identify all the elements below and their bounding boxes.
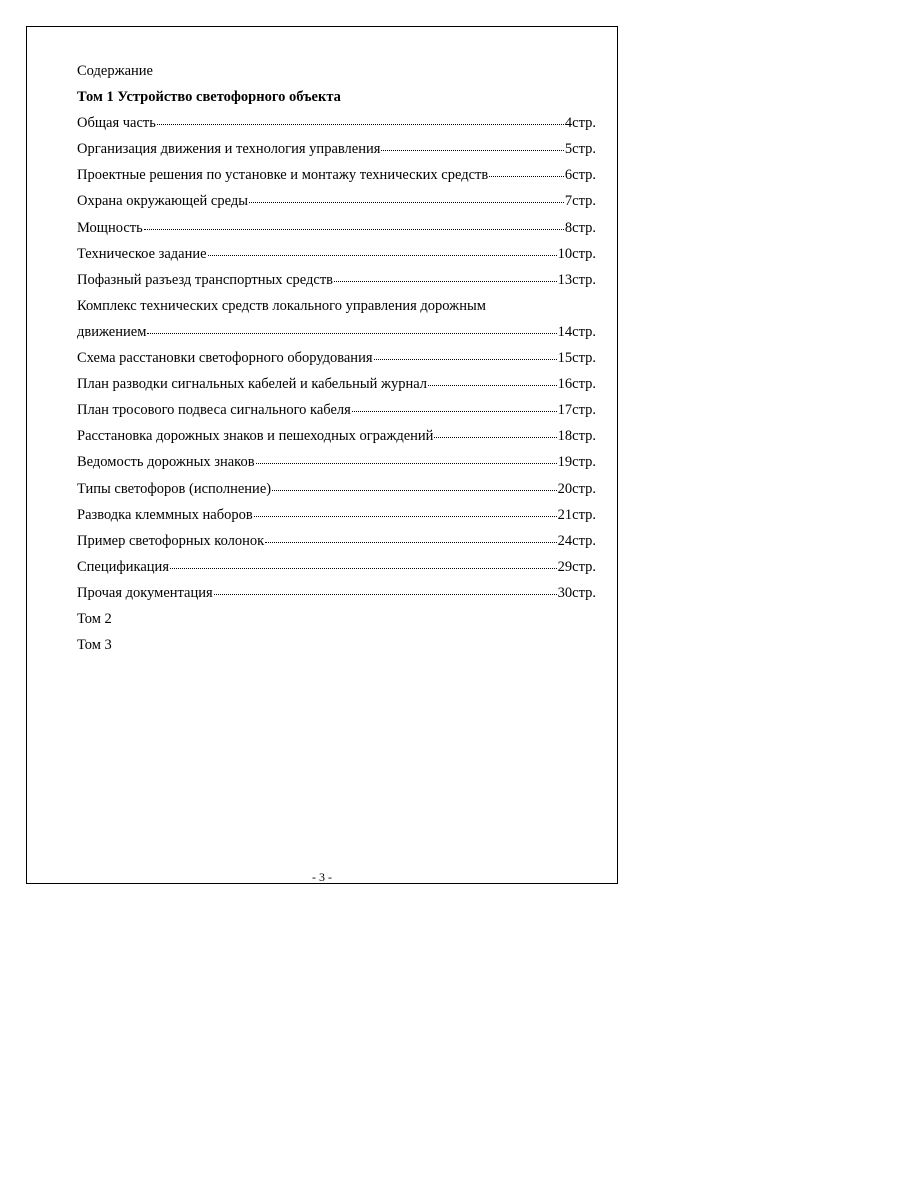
dot-leader <box>170 568 557 569</box>
toc-entry-power <box>77 215 596 241</box>
page-number: - 3 - <box>312 870 332 884</box>
toc-entry-title: Типы светофоров (исполнение) <box>77 480 272 497</box>
dot-leader <box>265 542 556 543</box>
dot-leader <box>352 411 557 412</box>
toc-entry-cable-plan <box>77 371 596 397</box>
dot-leader <box>157 124 564 125</box>
toc-entry-page: 5стр. <box>564 141 596 158</box>
dot-leader <box>334 281 557 282</box>
toc-entry-title: Пофазный разъезд транспортных средств <box>77 271 334 288</box>
toc-entry-technical-task <box>77 241 596 267</box>
toc-entry-cable-suspension <box>77 397 596 423</box>
dot-leader <box>147 333 556 334</box>
volume-1-title <box>77 84 596 110</box>
volume-3-title <box>77 632 596 658</box>
toc-entry-title: Расстановка дорожных знаков и пешеходных ограждений <box>77 428 434 445</box>
dot-leader <box>272 490 557 491</box>
toc-heading <box>77 58 596 84</box>
toc-entry-road-signs-placement <box>77 423 596 449</box>
toc-entry-other-docs <box>77 580 596 606</box>
toc-entry-title-continued: движением <box>77 323 147 340</box>
toc-heading-text: Содержание <box>77 63 153 79</box>
toc-entry-title: Мощность <box>77 219 143 236</box>
toc-entry-page: 19стр. <box>557 454 596 471</box>
toc-entry-local-control-complex-cont <box>77 319 596 345</box>
toc-entry-page: 6стр. <box>564 167 596 184</box>
dot-leader <box>434 437 556 438</box>
toc-entry-traffic-light-types <box>77 476 596 502</box>
toc-entry-phase-separation <box>77 267 596 293</box>
toc-entry-title: Техническое задание <box>77 245 207 262</box>
toc-entry-title: Спецификация <box>77 558 169 575</box>
dot-leader <box>256 463 557 464</box>
volume-1-title-text: Том 1 Устройство светофорного объекта <box>77 89 341 106</box>
dot-leader <box>254 516 557 517</box>
dot-leader <box>214 594 557 595</box>
toc-entry-page: 29стр. <box>557 558 596 575</box>
toc-entry-local-control-complex <box>77 293 596 319</box>
toc-entry-traffic-organization <box>77 136 596 162</box>
toc-entry-page: 16стр. <box>557 376 596 393</box>
volume-2-title-text: Том 2 <box>77 610 112 627</box>
dot-leader <box>144 229 564 230</box>
toc-entry-column-example <box>77 528 596 554</box>
toc-entry-title: Комплекс технических средств локального управления дорожным <box>77 297 486 314</box>
toc-entry-page: 8стр. <box>564 219 596 236</box>
toc-entry-equipment-layout <box>77 345 596 371</box>
toc-entry-design-solutions <box>77 162 596 188</box>
dot-leader <box>489 176 564 177</box>
toc-entry-title: Разводка клеммных наборов <box>77 506 253 523</box>
toc-entry-title: План тросового подвеса сигнального кабеля <box>77 402 351 419</box>
toc-entry-title: Ведомость дорожных знаков <box>77 454 255 471</box>
toc-entry-general <box>77 110 596 136</box>
dot-leader <box>249 202 564 203</box>
toc-entry-road-signs-list <box>77 449 596 475</box>
toc-entry-title: План разводки сигнальных кабелей и кабельный журнал <box>77 376 428 393</box>
toc-entry-title: Прочая документация <box>77 584 213 601</box>
toc-entry-page: 18стр. <box>557 428 596 445</box>
toc-entry-title: Проектные решения по установке и монтажу технических средств <box>77 167 489 184</box>
toc-entry-page: 20стр. <box>557 480 596 497</box>
toc-entry-title: Охрана окружающей среды <box>77 193 248 210</box>
table-of-contents <box>77 58 596 658</box>
toc-entry-page: 17стр. <box>557 402 596 419</box>
toc-entry-title: Пример светофорных колонок <box>77 532 265 549</box>
toc-entry-page: 7стр. <box>564 193 596 210</box>
toc-entry-title: Организация движения и технология управления <box>77 141 381 158</box>
dot-leader <box>381 150 564 151</box>
dot-leader <box>374 359 557 360</box>
toc-entry-title: Общая часть <box>77 115 156 132</box>
toc-entry-specification <box>77 554 596 580</box>
toc-entry-page: 24стр. <box>557 532 596 549</box>
toc-entry-page: 14стр. <box>557 323 596 340</box>
toc-entry-page: 21стр. <box>557 506 596 523</box>
volume-2-title <box>77 606 596 632</box>
toc-entry-page: 13стр. <box>557 271 596 288</box>
toc-entry-page: 4стр. <box>564 115 596 132</box>
volume-3-title-text: Том 3 <box>77 637 112 654</box>
toc-entry-environment <box>77 188 596 214</box>
toc-entry-page: 10стр. <box>557 245 596 262</box>
dot-leader <box>208 255 557 256</box>
toc-entry-page: 15стр. <box>557 350 596 367</box>
toc-entry-page: 30стр. <box>557 584 596 601</box>
toc-entry-terminal-sets <box>77 502 596 528</box>
toc-entry-title: Схема расстановки светофорного оборудования <box>77 350 373 367</box>
dot-leader <box>428 385 557 386</box>
